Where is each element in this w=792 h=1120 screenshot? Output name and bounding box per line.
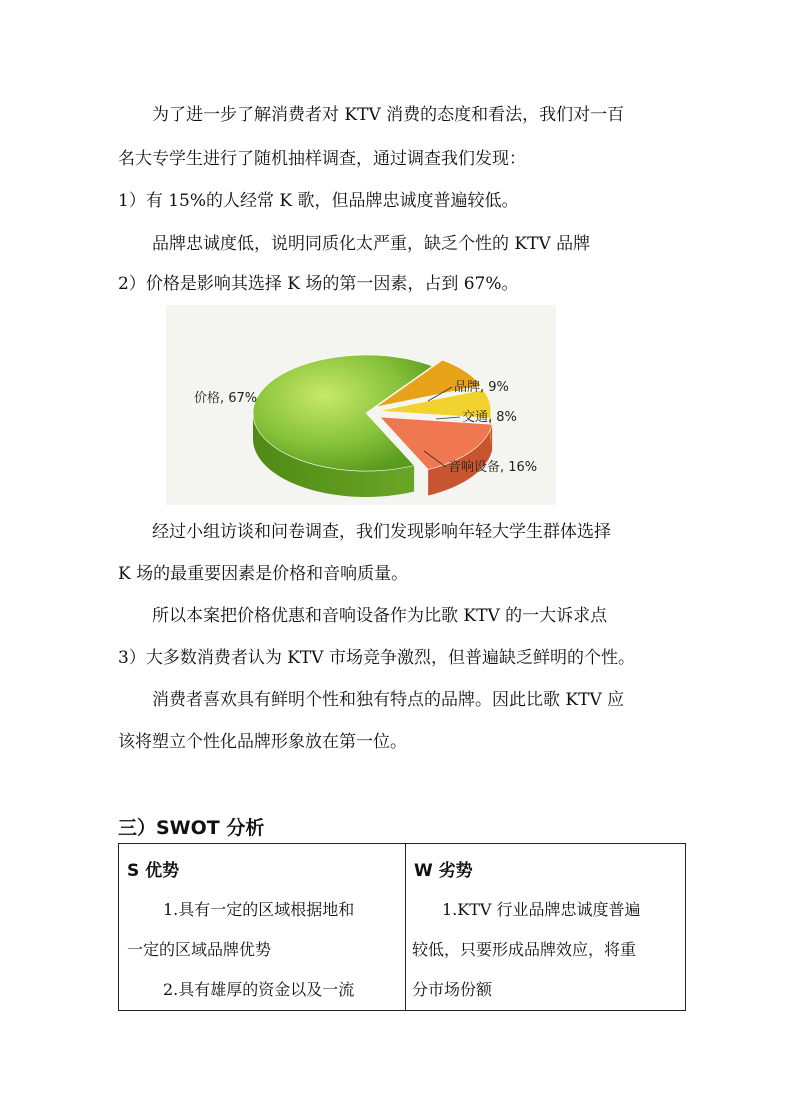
label-brand: 品牌, 9% [454,380,509,395]
strengths-line: 一定的区域品牌优势 [127,940,272,959]
paragraph-4-line-2: 该将塑立个性化品牌形象放在第一位。 [118,732,407,752]
finding-1-note: 品牌忠诚度低，说明同质化太严重，缺乏个性的 KTV 品牌 [152,234,591,254]
finding-2: 2）价格是影响其选择 K 场的第一因素，占到 67%。 [118,274,519,294]
strengths-line: 2.具有雄厚的资金以及一流 [163,980,355,999]
label-traffic: 交通, 8% [462,410,517,425]
label-price: 价格, 67% [194,391,258,406]
weaknesses-line: 较低，只要形成品牌效应，将重 [412,940,637,959]
finding-3: 3）大多数消费者认为 KTV 市场竞争激烈，但普遍缺乏鲜明的个性。 [118,648,635,668]
pie-chart [166,305,556,505]
weaknesses-line: 分市场份额 [412,980,493,999]
finding-1: 1）有 15%的人经常 K 歌，但品牌忠诚度普遍较低。 [118,191,519,211]
paragraph-1-line-1: 为了进一步了解消费者对 KTV 消费的态度和看法，我们对一百 [152,105,625,125]
strengths-title: S 优势 [127,861,180,881]
weaknesses-title: W 劣势 [414,861,473,881]
strengths-cell [119,844,406,1011]
label-traffic-leader [436,417,460,419]
paragraph-1-line-2: 名大专学生进行了随机抽样调查，通过调查我们发现： [118,149,526,169]
section-heading: 三）SWOT 分析 [118,817,265,839]
weaknesses-cell [406,844,686,1011]
weaknesses-line: 1.KTV 行业品牌忠诚度普遍 [442,900,641,919]
paragraph-4-line-1: 消费者喜欢具有鲜明个性和独有特点的品牌。因此比歌 KTV 应 [152,690,625,710]
pie-chart-panel [166,305,556,505]
label-audio: 音响设备, 16% [448,460,538,475]
paragraph-2-line-2: K 场的最重要因素是价格和音响质量。 [118,564,409,584]
strengths-line: 1.具有一定的区域根据地和 [163,900,355,919]
paragraph-3: 所以本案把价格优惠和音响设备作为比歌 KTV 的一大诉求点 [152,606,608,626]
swot-table [118,843,686,1011]
paragraph-2-line-1: 经过小组访谈和问卷调查，我们发现影响年轻大学生群体选择 [152,522,611,542]
